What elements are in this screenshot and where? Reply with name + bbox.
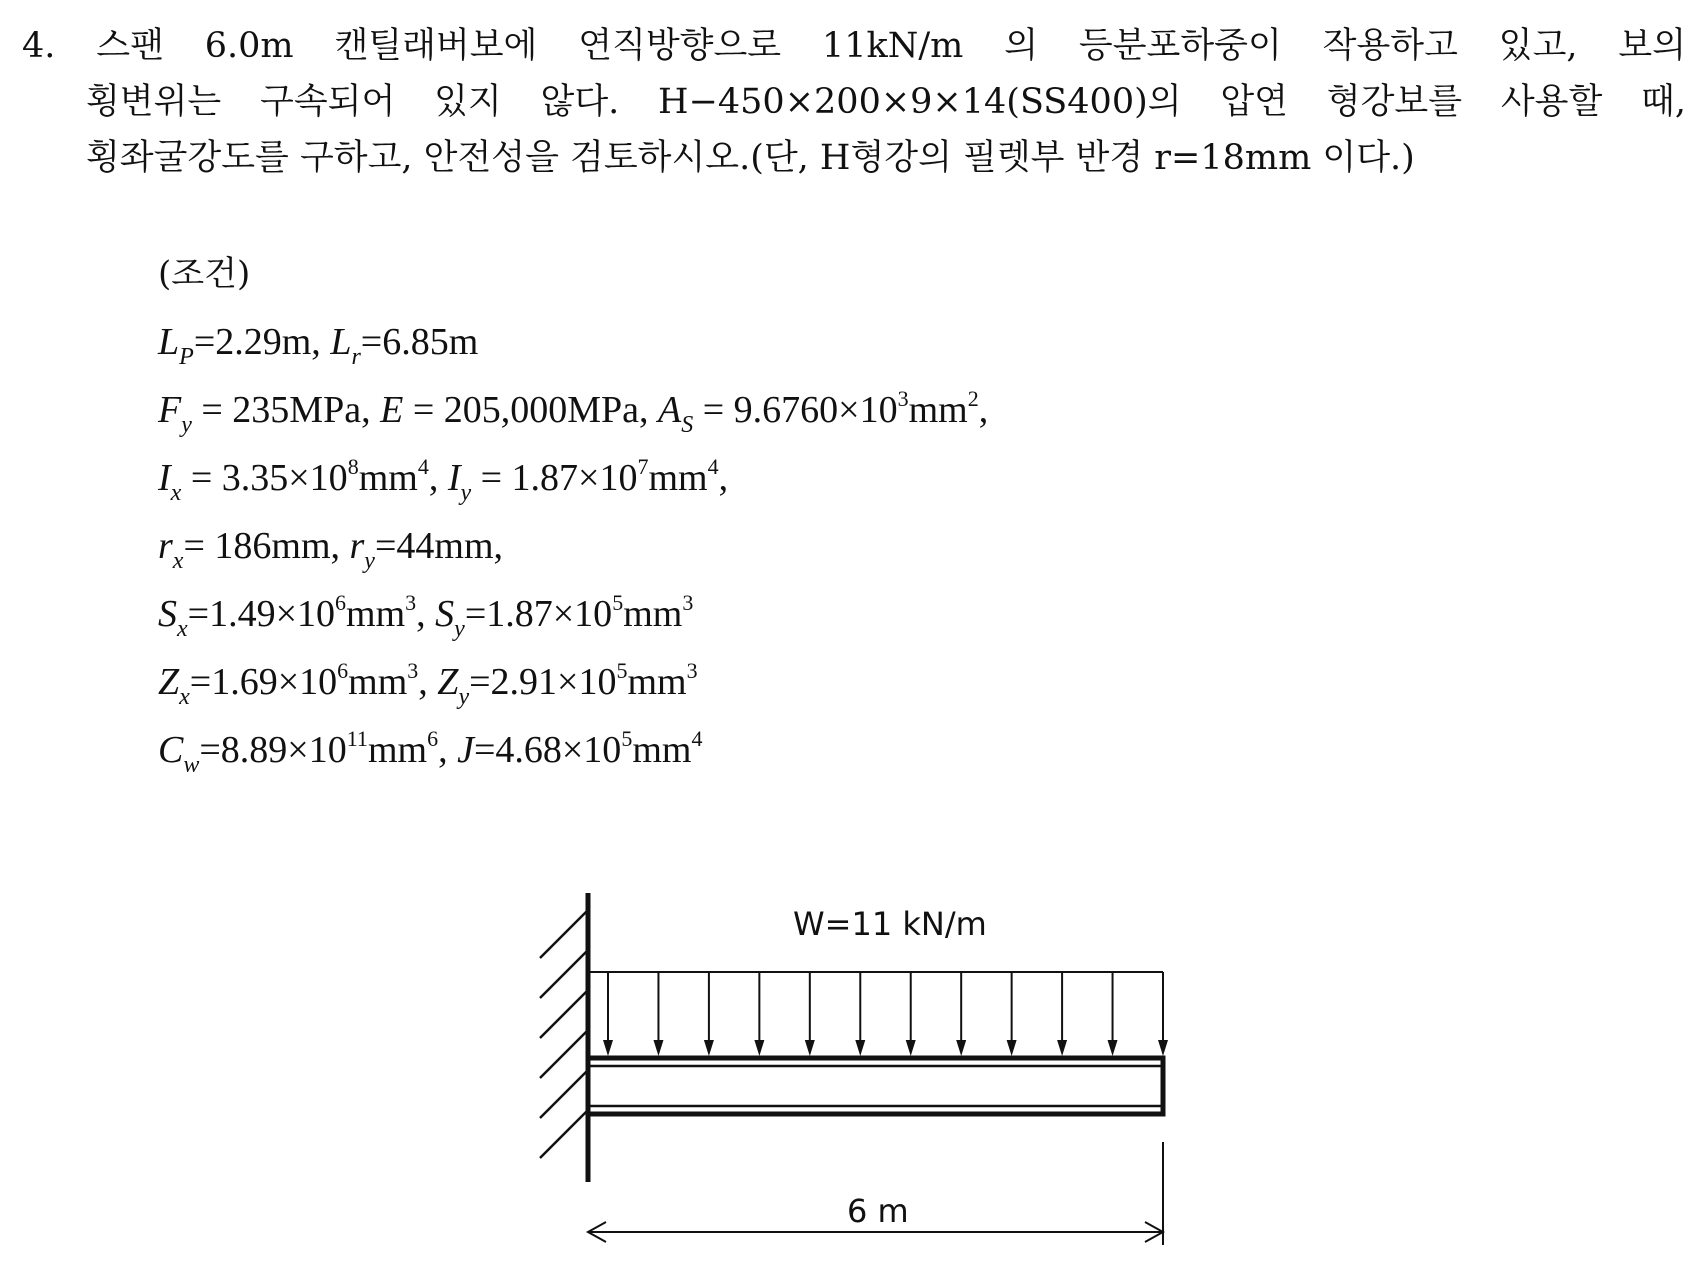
distributed-load [588, 972, 1168, 1056]
load-arrow [754, 972, 764, 1056]
fixed-support [540, 893, 588, 1182]
condition-row-lengths [158, 308, 988, 376]
conditions-list [158, 240, 988, 784]
condition-ry: $r_y=44mm$, [349, 525, 503, 574]
support-hatching [540, 910, 588, 1158]
problem-line-3: 횡좌굴강도를 구하고, 안전성을 검토하시오.(단, H형강의 필렛부 반경 r=18mm 이다.) [86, 138, 1415, 178]
condition-Zy: $Z_y=2.91\times 10^5mm^3$ [437, 658, 698, 710]
load-arrows [603, 972, 1168, 1056]
conditions-heading: (조건) [158, 254, 251, 294]
load-arrow [906, 972, 916, 1056]
condition-row-radius [158, 512, 988, 580]
condition-row-section-modulus [158, 580, 988, 648]
cantilever-beam [588, 1058, 1163, 1114]
load-arrow [805, 972, 815, 1056]
condition-Fy: $F_y = 235MPa$, [158, 389, 371, 438]
load-arrow [704, 972, 714, 1056]
condition-Sx: $S_x=1.49\times 10^6mm^3$, [158, 590, 426, 642]
condition-As: $A_S = 9.6760\times 10^3mm^2$, [658, 386, 989, 438]
problem-statement [22, 18, 1686, 186]
condition-E: E = 205,000MPa, [380, 389, 649, 431]
load-arrow [1108, 972, 1118, 1056]
load-arrow [1007, 972, 1017, 1056]
condition-Ix: $I_x = 3.35\times 10^8mm^4$, [158, 454, 439, 506]
condition-Zx: $Z_x=1.69\times 10^6mm^3$, [158, 658, 428, 710]
condition-rx: $r_x= 186mm$, [158, 525, 340, 574]
condition-Iy: $I_y = 1.87\times 10^7mm^4$, [447, 454, 729, 506]
condition-J: $J=4.68\times 10^5mm^4$ [457, 726, 703, 771]
problem-line-2: 횡변위는 구속되어 있지 않다. H−450×200×9×14(SS400)의 압연 형강보를 사용할 때, [86, 82, 1686, 122]
condition-Cw: $C_w=8.89\times 10^{11}mm^6$, [158, 726, 448, 778]
load-arrow [1158, 972, 1168, 1056]
condition-row-inertia [158, 444, 988, 512]
span-label: 6 m [847, 1192, 909, 1230]
load-label: W=11 kN/m [793, 905, 987, 943]
load-arrow [855, 972, 865, 1056]
load-arrow [956, 972, 966, 1056]
condition-Sy: $S_y=1.87\times 10^5mm^3$ [435, 590, 694, 642]
cantilever-beam-diagram [530, 880, 1190, 1260]
condition-Lp: $L_P=2.29m$, [158, 321, 321, 370]
condition-row-warping [158, 716, 988, 784]
load-arrow [653, 972, 663, 1056]
condition-Lr: $L_r=6.85m$ [330, 321, 479, 370]
problem-line-1: 4. 스팬 6.0m 캔틸래버보에 연직방향으로 11kN/m 의 등분포하중이 작용하고 있고, 보의 [22, 26, 1686, 66]
condition-row-plastic-modulus [158, 648, 988, 716]
load-arrow [1057, 972, 1067, 1056]
condition-row-material [158, 376, 988, 444]
load-arrow [603, 972, 613, 1056]
